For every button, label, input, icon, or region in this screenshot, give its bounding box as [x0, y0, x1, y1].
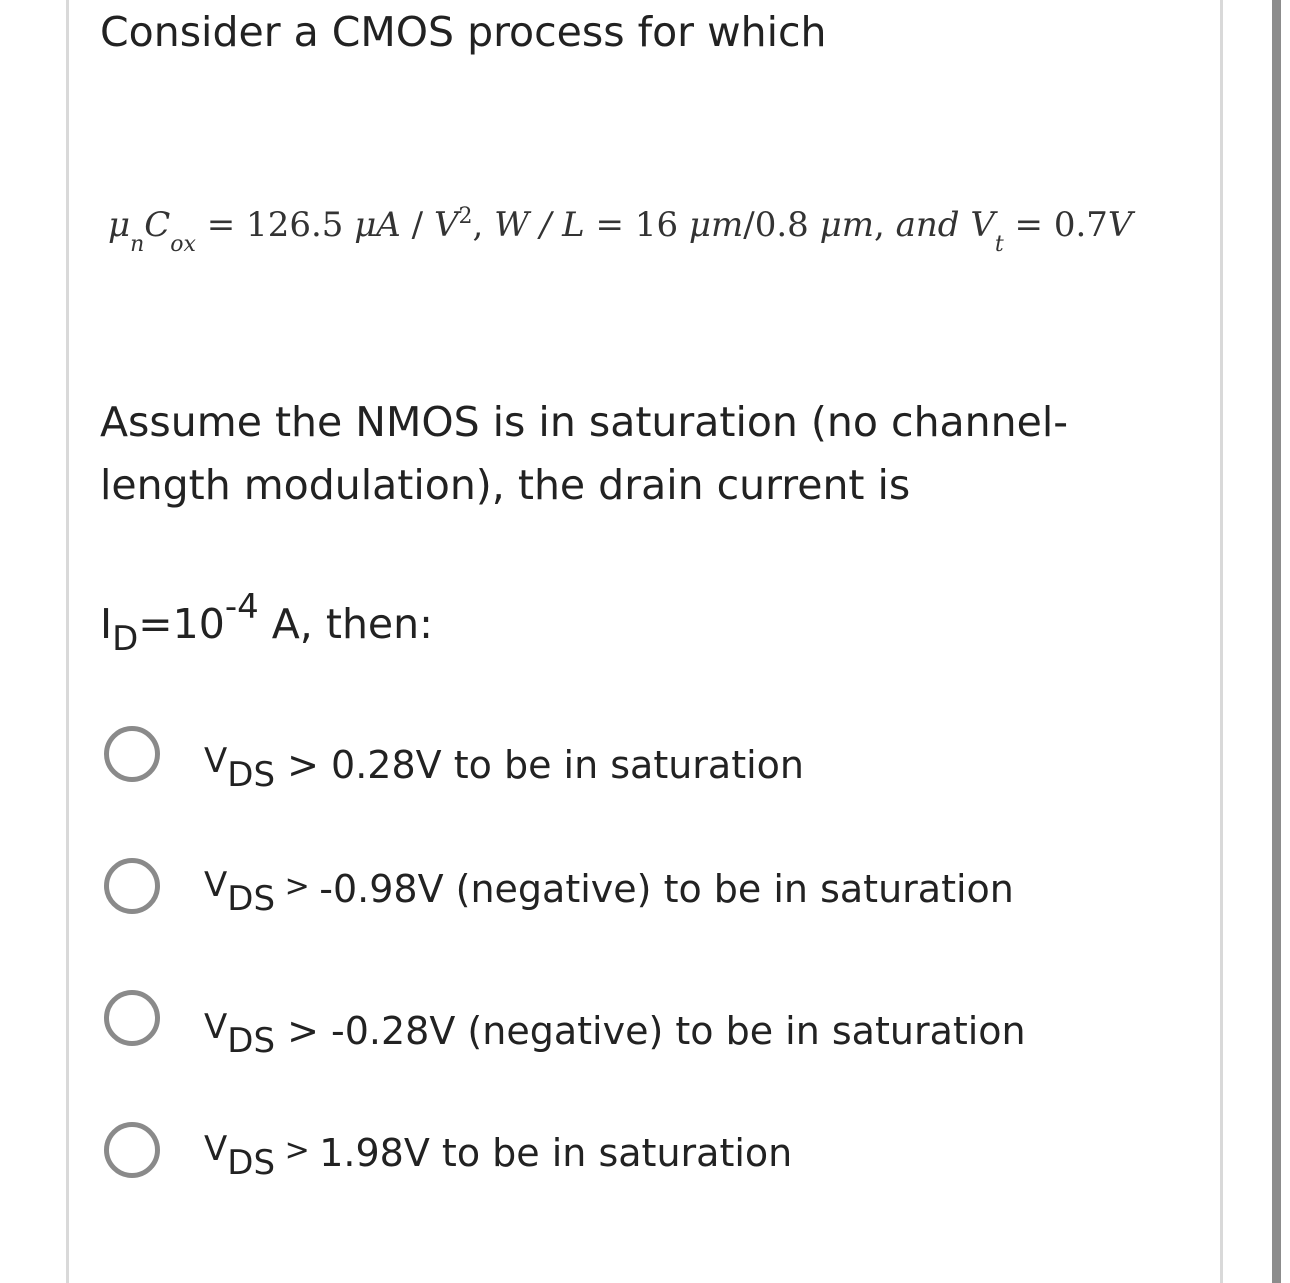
drain-current: $I_D=10^{-4}$ A, then: [100, 587, 433, 659]
option-label: VDS > 1.98V to be in saturation [204, 1129, 793, 1183]
question-assumption: Assume the NMOS is in saturation (no channel-length modulation), the drain current is [100, 398, 1069, 509]
radio-button[interactable] [104, 990, 160, 1046]
radio-button[interactable] [104, 858, 160, 914]
answer-option-3[interactable] [104, 990, 1184, 1061]
option-label: VDS > -0.98V (negative) to be in saturation [204, 865, 1014, 919]
left-border [66, 0, 69, 1283]
parameter-formula: $\mu_nC_{ox} = 126.5$ μA / $V^2$, W / L = 16 μm/0.8 μm, and $V_t = 0.7V$ [108, 204, 1133, 257]
scrollbar[interactable] [1272, 0, 1281, 1283]
radio-button[interactable] [104, 1122, 160, 1178]
answer-option-1[interactable] [104, 726, 1184, 795]
right-border [1220, 0, 1223, 1283]
option-label: VDS > -0.28V (negative) to be in saturation [204, 1007, 1026, 1061]
answer-option-2[interactable] [104, 858, 1184, 922]
radio-button[interactable] [104, 726, 160, 782]
question-intro: Consider a CMOS process for which [100, 8, 827, 56]
answer-option-4[interactable] [104, 1122, 1184, 1186]
option-label: VDS > 0.28V to be in saturation [204, 741, 805, 795]
